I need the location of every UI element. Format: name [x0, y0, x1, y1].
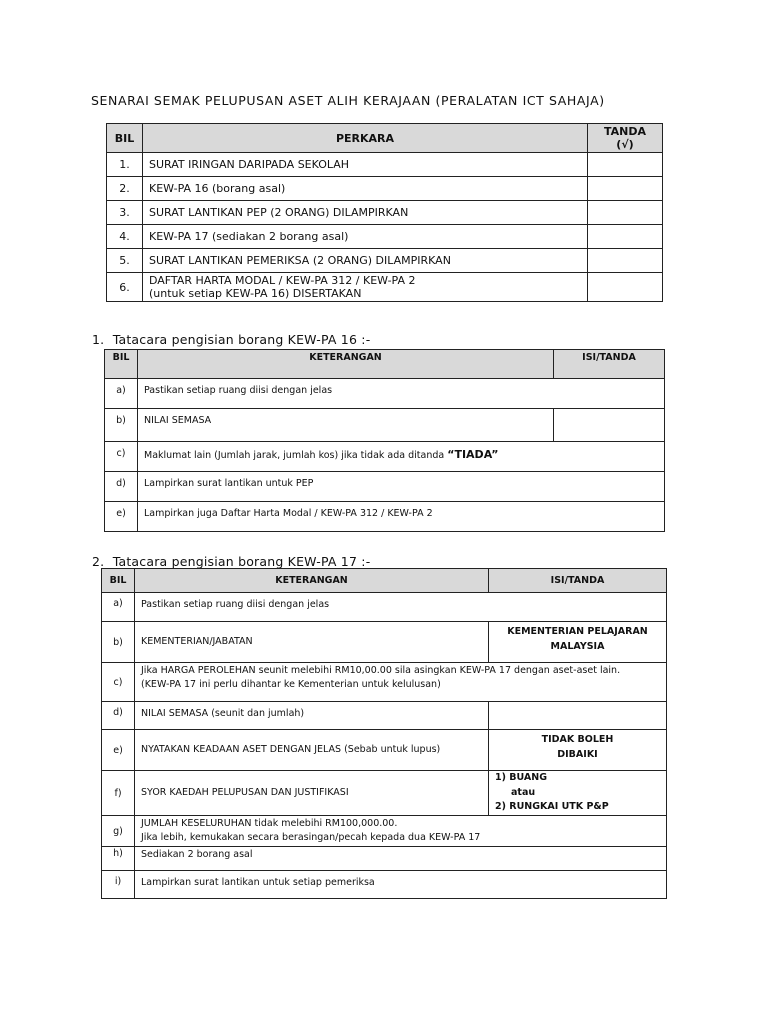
section-title: Tatacara pengisian borang KEW-PA 17 :-	[112, 554, 371, 569]
tick-box[interactable]	[588, 153, 663, 177]
row-number: c)	[105, 442, 138, 472]
section-2-heading	[92, 554, 370, 569]
row-text	[135, 816, 667, 847]
table-row	[102, 771, 667, 816]
row-item: KEW-PA 16 (borang asal)	[143, 177, 588, 201]
section-number: 1.	[92, 332, 105, 347]
table-row	[105, 442, 665, 472]
table-row	[102, 663, 667, 702]
table-row	[102, 593, 667, 622]
keterangan-header: KETERANGAN	[138, 350, 554, 379]
table-row	[105, 502, 665, 532]
row-text	[138, 442, 665, 472]
answer-line: KEMENTERIAN PELAJARAN	[507, 626, 648, 637]
table-row	[105, 379, 665, 409]
row-number: a)	[105, 379, 138, 409]
answer-cell[interactable]	[554, 409, 665, 442]
isi-header: ISI/TANDA	[489, 569, 667, 593]
row-number: e)	[105, 502, 138, 532]
row-item: SURAT LANTIKAN PEP (2 ORANG) DILAMPIRKAN	[143, 201, 588, 225]
kew-pa-17-table	[101, 568, 667, 899]
perkara-header: PERKARA	[143, 124, 588, 153]
tick-box[interactable]	[588, 249, 663, 273]
kew-pa-16-table	[104, 349, 665, 532]
row-item	[143, 273, 588, 302]
row-text: Lampirkan juga Daftar Harta Modal / KEW-PA 312 / KEW-PA 2	[138, 502, 665, 532]
section-title: Tatacara pengisian borang KEW-PA 16 :-	[112, 332, 371, 347]
row-number: h)	[102, 847, 135, 871]
row-number: b)	[102, 622, 135, 663]
table-row	[107, 177, 663, 201]
section-1-heading	[92, 332, 370, 347]
page-title: SENARAI SEMAK PELUPUSAN ASET ALIH KERAJAAN (PERALATAN ICT SAHAJA)	[91, 93, 605, 108]
bil-header: BIL	[107, 124, 143, 153]
table-row	[102, 847, 667, 871]
tick-box[interactable]	[588, 177, 663, 201]
row-text: Lampirkan surat lantikan untuk setiap pemeriksa	[135, 871, 667, 899]
row-number: d)	[102, 702, 135, 730]
tanda-header	[588, 124, 663, 153]
row-number: b)	[105, 409, 138, 442]
row-text: NYATAKAN KEADAAN ASET DENGAN JELAS (Sebab untuk lupus)	[135, 730, 489, 771]
table-row	[107, 225, 663, 249]
row-number: a)	[102, 593, 135, 622]
option-buang: 1) BUANG	[495, 772, 548, 784]
row-number: 3.	[107, 201, 143, 225]
row-text: Pastikan setiap ruang diisi dengan jelas	[138, 379, 665, 409]
row-text: NILAI SEMASA	[138, 409, 554, 442]
row-number: 5.	[107, 249, 143, 273]
row-text-line: Jika HARGA PEROLEHAN seunit melebihi RM10,00.00 sila asingkan KEW-PA 17 dengan aset-aset lain.	[141, 665, 621, 676]
answer-cell[interactable]	[489, 622, 667, 663]
table-row	[102, 730, 667, 771]
table-row	[105, 409, 665, 442]
table-row	[107, 273, 663, 302]
answer-cell[interactable]	[489, 702, 667, 730]
table-row	[107, 153, 663, 177]
table-row	[102, 816, 667, 847]
row-item-line: DAFTAR HARTA MODAL / KEW-PA 312 / KEW-PA 2	[149, 274, 416, 287]
option-or: atau	[511, 786, 536, 798]
answer-cell[interactable]	[489, 730, 667, 771]
row-text-line: JUMLAH KESELURUHAN tidak melebihi RM100,000.00.	[141, 818, 398, 829]
table-row	[102, 871, 667, 899]
isi-header: ISI/TANDA	[554, 350, 665, 379]
answer-line: TIDAK BOLEH	[541, 734, 614, 745]
table-row	[102, 702, 667, 730]
tick-box[interactable]	[588, 225, 663, 249]
row-text: NILAI SEMASA (seunit dan jumlah)	[135, 702, 489, 730]
row-item: KEW-PA 17 (sediakan 2 borang asal)	[143, 225, 588, 249]
section-number: 2.	[92, 554, 105, 569]
table-row	[107, 201, 663, 225]
tiada-emphasis: “TIADA”	[447, 448, 499, 461]
row-number: 4.	[107, 225, 143, 249]
row-number: d)	[105, 472, 138, 502]
row-text: Pastikan setiap ruang diisi dengan jelas	[135, 593, 667, 622]
tanda-label: TANDA	[603, 125, 646, 138]
tanda-mark: (√)	[616, 138, 634, 151]
row-item: SURAT IRINGAN DARIPADA SEKOLAH	[143, 153, 588, 177]
disposal-options[interactable]	[489, 771, 667, 816]
row-item: SURAT LANTIKAN PEMERIKSA (2 ORANG) DILAMPIRKAN	[143, 249, 588, 273]
table-row	[105, 472, 665, 502]
tick-box[interactable]	[588, 201, 663, 225]
row-number: f)	[102, 771, 135, 816]
table-row	[102, 622, 667, 663]
row-text-line: (KEW-PA 17 ini perlu dihantar ke Kementerian untuk kelulusan)	[141, 679, 441, 690]
row-text: Lampirkan surat lantikan untuk PEP	[138, 472, 665, 502]
keterangan-header: KETERANGAN	[135, 569, 489, 593]
row-item-line: (untuk setiap KEW-PA 16) DISERTAKAN	[149, 287, 362, 300]
row-number: c)	[102, 663, 135, 702]
answer-line: DIBAIKI	[557, 749, 598, 760]
answer-line: MALAYSIA	[550, 641, 605, 652]
row-number: g)	[102, 816, 135, 847]
row-number: i)	[102, 871, 135, 899]
option-rungkai: 2) RUNGKAI UTK P&P	[495, 801, 609, 813]
row-number: 1.	[107, 153, 143, 177]
table-row	[107, 249, 663, 273]
row-text: KEMENTERIAN/JABATAN	[135, 622, 489, 663]
row-text	[135, 663, 667, 702]
tick-box[interactable]	[588, 273, 663, 302]
row-number: 2.	[107, 177, 143, 201]
row-number: 6.	[107, 273, 143, 302]
row-text: Sediakan 2 borang asal	[135, 847, 667, 871]
checklist-table	[106, 123, 663, 302]
row-text: SYOR KAEDAH PELUPUSAN DAN JUSTIFIKASI	[135, 771, 489, 816]
row-text-line: Jika lebih, kemukakan secara berasingan/pecah kepada dua KEW-PA 17	[141, 832, 481, 843]
row-number: e)	[102, 730, 135, 771]
bil-header: BIL	[102, 569, 135, 593]
row-text-main: Maklumat lain (Jumlah jarak, jumlah kos) jika tidak ada ditanda	[144, 450, 448, 461]
bil-header: BIL	[105, 350, 138, 379]
